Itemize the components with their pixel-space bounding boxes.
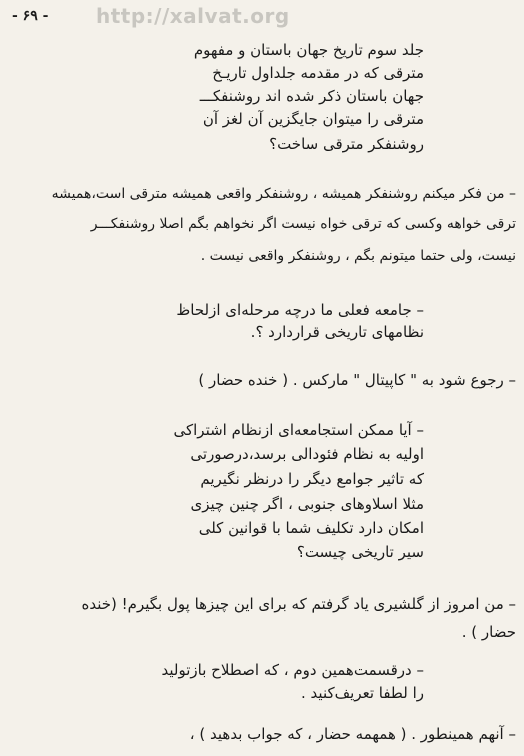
answer-line: – من فکر میکنم روشنفکر همیشه ، روشنفکر واقعی همیشه مترقی است،همیشه [51,186,516,202]
question-line: اولیه به نظام فئودالی برسد،درصورتی [190,445,424,463]
question-line: – درقسمت‌همین دوم ، که اصطلاح بازتولید [161,661,424,679]
question-line: را لطفا تعریف‌کنید . [301,684,424,702]
question-line: – جامعه فعلی ما درچه مرحله‌ای ازلحاظ [176,301,424,319]
question-line: نظامهای تاریخی قراردارد ؟. [250,323,424,341]
question-line: سیر تاریخی چیست؟ [296,543,424,561]
question-line: جلد سوم تاریخ جهان باستان و مفهوم [193,41,424,59]
page-header [8,4,516,28]
question-line: مترقی که در مقدمه جلداول تاریـخ [212,64,424,82]
question-line: مترقی را میتوان جایگزین آن لغز آن [202,110,424,128]
page-number: - ۶۹ - [12,8,49,24]
answer-line: ترقی خواهه وکسی که ترقی خواه نیست اگر نخواهم بگم اصلا روشنفکـــر [90,216,516,232]
answer-line: نیست، ولی حتما میتونم بگم ، روشنفکر واقعی نیست . [200,248,516,264]
question-line: امکان دارد تکلیف شما با قوانین کلی [198,519,424,537]
answer-line: – آنهم همینطور . ( همهمه حضار ، که جواب بدهید ) ، [189,725,516,743]
answer-line: حضار ) . [461,623,516,641]
watermark: http://xalvat.org [96,4,290,28]
question-line: جهان باستان ذکر شده اند روشنفکـــ [199,87,424,105]
question-line: روشنفکر مترقی ساخت؟ [269,135,424,153]
answer-line: – من امروز از گلشیری یاد گرفتم که برای این چیزها پول بگیرم! (خنده [81,595,516,613]
question-line: – آیا ممکن استجامعه‌ای ازنظام اشتراکی [173,421,424,439]
question-line: مثلا اسلاوهای جنوبی ، اگر چنین چیزی [190,495,424,513]
answer-line: – رجوع شود به " کاپیتال " مارکس . ( خنده حضار ) [198,371,516,389]
question-line: که تاثیر جوامع دیگر را درنظر نگیریم [200,470,424,488]
